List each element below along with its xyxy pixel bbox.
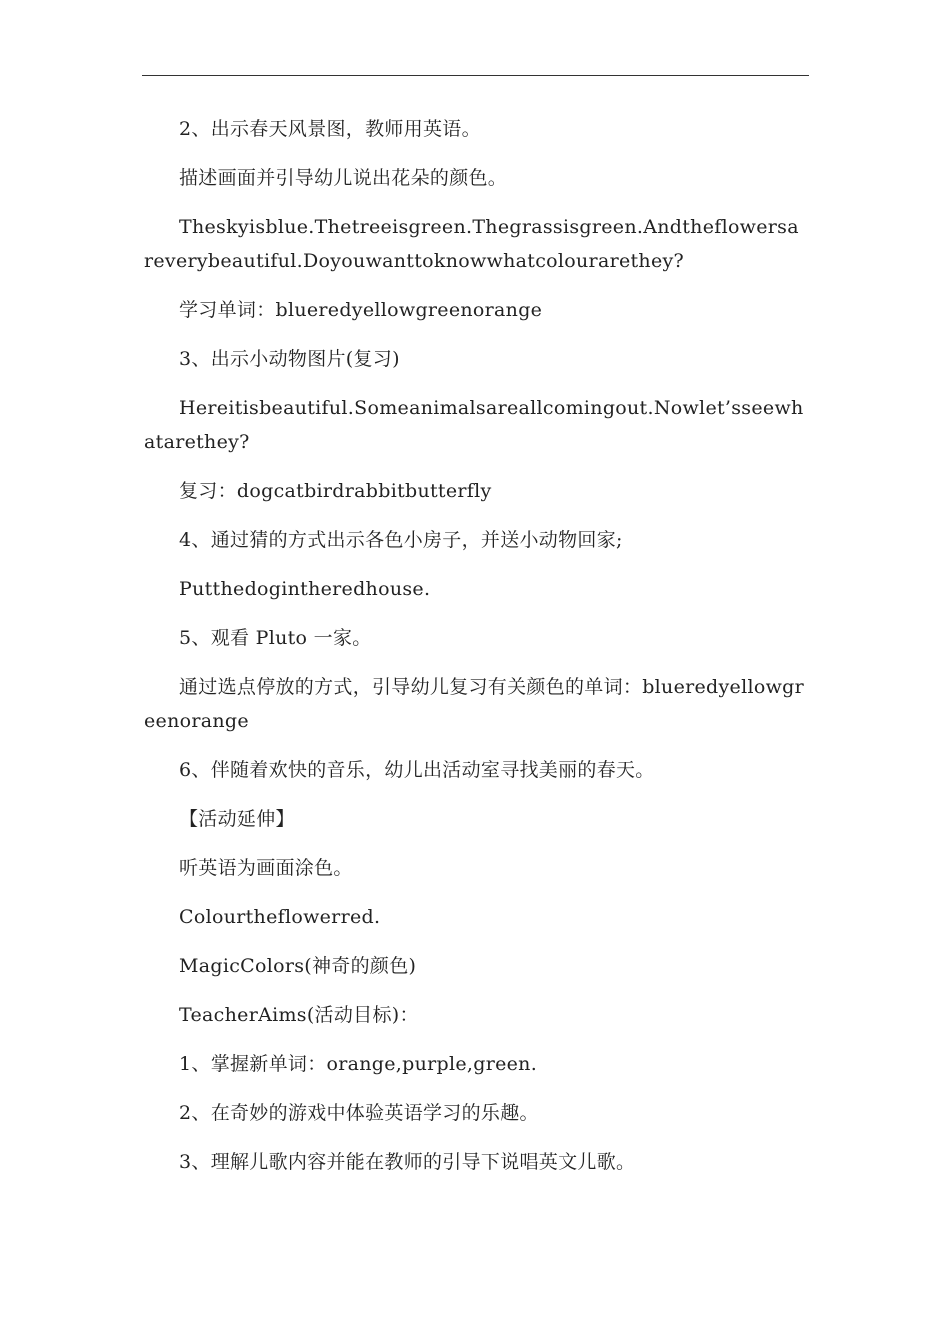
aim-item-1: 1、掌握新单词：orange,purple,green.	[179, 1053, 538, 1075]
paragraph-english-house: Putthedogintheredhouse.	[179, 578, 431, 600]
paragraph-english-colour: Colourtheflowerred.	[179, 906, 381, 928]
paragraph-review-words: 复习：dogcatbirdrabbitbutterfly	[179, 480, 492, 502]
header-rule	[142, 75, 809, 76]
heading-activity-extension: 【活动延伸】	[179, 808, 295, 830]
heading-magic-colors: MagicColors(神奇的颜色)	[179, 955, 417, 977]
aim-item-2: 2、在奇妙的游戏中体验英语学习的乐趣。	[179, 1102, 539, 1124]
paragraph-listen-color: 听英语为画面涂色。	[179, 857, 353, 879]
paragraph-english-animals: Hereitisbeautiful.Someanimalsareallcomingout.Nowlet’sseewhatarethey?	[144, 397, 804, 453]
paragraph-english-description: Theskyisblue.Thetreeisgreen.Thegrassisgreen.Andtheflowersareverybeautiful.Doyouwanttoknowwhatcolourarethey?	[144, 216, 799, 272]
aim-item-3: 3、理解儿歌内容并能在教师的引导下说唱英文儿歌。	[179, 1151, 636, 1173]
paragraph-step-5: 5、观看 Pluto 一家。	[179, 627, 372, 649]
paragraph-step-6: 6、伴随着欢快的音乐，幼儿出活动室寻找美丽的春天。	[179, 759, 655, 781]
paragraph-step-2: 2、出示春天风景图，教师用英语。	[179, 118, 481, 140]
paragraph-step-4: 4、通过猜的方式出示各色小房子，并送小动物回家;	[179, 529, 623, 551]
document-body	[144, 112, 808, 1194]
paragraph-learn-words: 学习单词：blueredyellowgreenorange	[179, 299, 543, 321]
heading-teacher-aims: TeacherAims(活动目标)：	[179, 1004, 419, 1026]
paragraph-step-3: 3、出示小动物图片(复习)	[179, 348, 400, 370]
paragraph-color-review: 通过选点停放的方式，引导幼儿复习有关颜色的单词：blueredyellowgreenorange	[144, 676, 804, 732]
paragraph-describe-picture: 描述画面并引导幼儿说出花朵的颜色。	[179, 167, 508, 189]
